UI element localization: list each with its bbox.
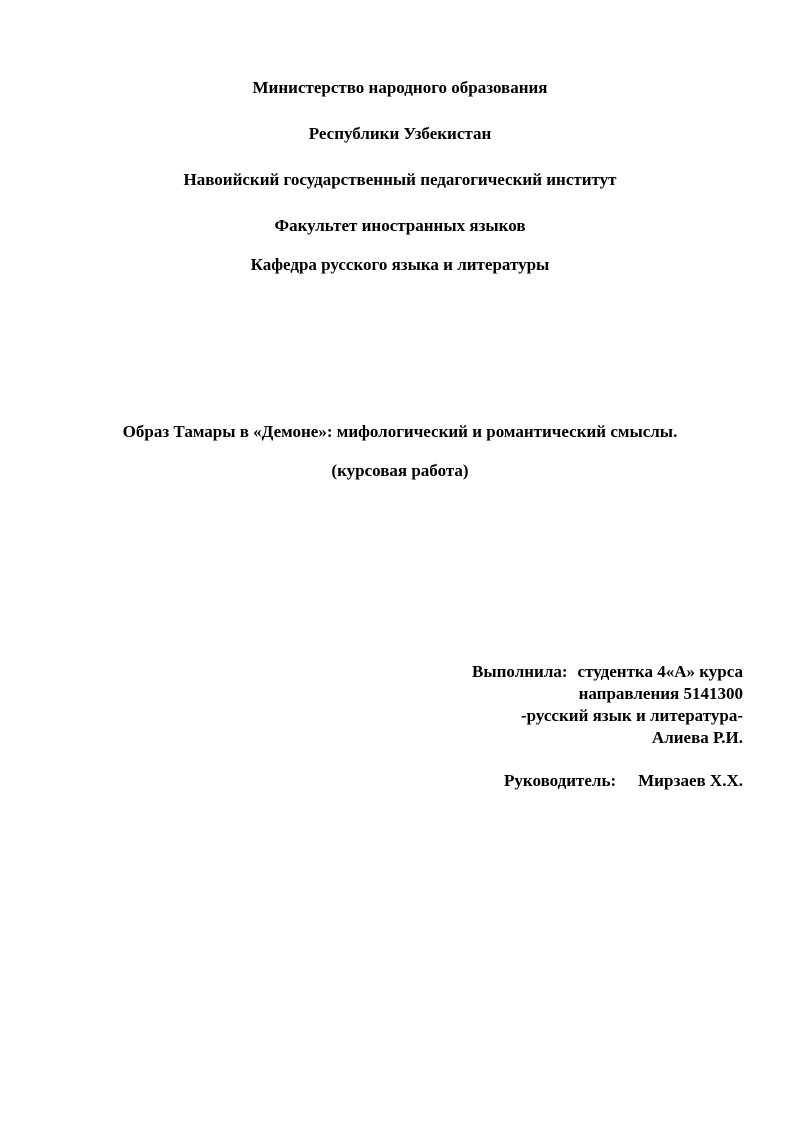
author-label: Выполнила: xyxy=(472,662,568,681)
supervisor-name: Мирзаев Х.Х. xyxy=(638,771,743,790)
work-title: Образ Тамары в «Демоне»: мифологический и романтический смыслы. xyxy=(122,422,678,441)
work-type: (курсовая работа) xyxy=(331,461,469,480)
faculty-heading: Факультет иностранных языков xyxy=(274,216,526,235)
author-row xyxy=(472,662,743,682)
author-name: Алиева Р.И. xyxy=(651,728,743,747)
department-heading: Кафедра русского языка и литературы xyxy=(250,255,550,274)
author-direction: направления 5141300 xyxy=(578,684,743,703)
institute-heading: Навоийский государственный педагогический институт xyxy=(183,170,617,189)
supervisor-row xyxy=(504,771,743,791)
republic-heading: Республики Узбекистан xyxy=(308,124,492,143)
author-course: студентка 4«А» курса xyxy=(577,662,743,681)
ministry-heading: Министерство народного образования xyxy=(252,78,548,97)
author-specialty: -русский язык и литература- xyxy=(521,706,743,725)
supervisor-label: Руководитель: xyxy=(504,771,617,790)
